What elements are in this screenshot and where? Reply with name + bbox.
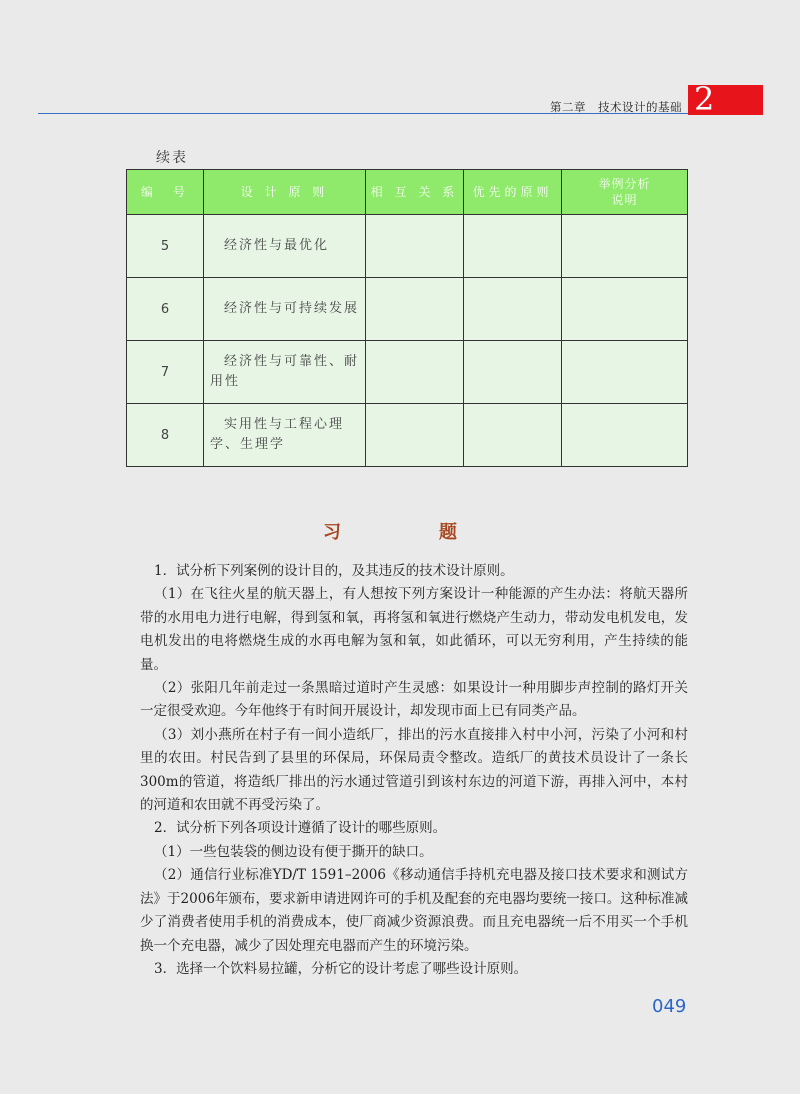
row-relation	[366, 278, 464, 341]
table-row	[127, 278, 688, 341]
design-principles-table	[126, 169, 688, 467]
chapter-number: 2	[694, 80, 715, 118]
row-principle: 实用性与工程心理学、生理学	[204, 404, 366, 467]
column-header-id: 编 号	[127, 170, 204, 215]
row-priority	[464, 215, 562, 278]
row-id: 7	[127, 341, 204, 404]
row-relation	[366, 341, 464, 404]
table-row	[127, 404, 688, 467]
row-priority	[464, 404, 562, 467]
table-row	[127, 341, 688, 404]
row-priority	[464, 341, 562, 404]
exercises-title: 习 题	[323, 522, 497, 543]
row-example	[562, 278, 688, 341]
row-priority	[464, 278, 562, 341]
column-header-principle: 设 计 原 则	[204, 170, 366, 215]
row-id: 6	[127, 278, 204, 341]
table-row	[127, 215, 688, 278]
exercise-paragraph: （2）通信行业标准YD/T 1591–2006《移动通信手持机充电器及接口技术要求和测试方法》于2006年颁布，要求新申请进网许可的手机及配套的充电器均要统一接口。这种标准减少了消费者使用手机的消费成本，使厂商减少资源浪费。而且充电器统一后不用买一个手机换一个充电器，减少了因处理充电器而产生的环境污染。	[140, 867, 688, 954]
page-number: 049	[652, 996, 687, 1017]
table-caption: 续表	[156, 150, 188, 166]
row-example	[562, 215, 688, 278]
table-header-row	[127, 170, 688, 215]
exercise-paragraph: （3）刘小燕所在村子有一间小造纸厂，排出的污水直接排入村中小河，污染了小河和村里的农田。村民告到了县里的环保局，环保局责令整改。造纸厂的黄技术员设计了一条长300m的管道，将造纸厂排出的污水通过管道引到该村东边的河道下游，再排入河中，本村的河道和农田就不再受污染了。	[140, 726, 688, 814]
exercise-paragraph: 3．选择一个饮料易拉罐，分析它的设计考虑了哪些设计原则。	[154, 960, 528, 977]
exercise-paragraph: （1）在飞往火星的航天器上，有人想按下列方案设计一种能源的产生办法：将航天器所带的水用电力进行电解，得到氢和氧，再将氢和氧进行燃烧产生动力，带动发电机发电，发电机发出的电将燃烧生成的水再电解为氢和氧，如此循环，可以无穷利用，产生持续的能量。	[140, 586, 688, 673]
exercises-body	[140, 560, 688, 981]
row-principle: 经济性与最优化	[204, 215, 366, 278]
exercise-paragraph: （2）张阳几年前走过一条黑暗过道时产生灵感：如果设计一种用脚步声控制的路灯开关一定很受欢迎。今年他终于有时间开展设计，却发现市面上已有同类产品。	[140, 680, 688, 720]
row-id: 8	[127, 404, 204, 467]
row-principle: 经济性与可靠性、耐用性	[204, 341, 366, 404]
exercise-paragraph: （1）一些包装袋的侧边设有便于撕开的缺口。	[154, 843, 433, 860]
column-header-relation: 相 互 关 系	[366, 170, 464, 215]
row-example	[562, 404, 688, 467]
exercise-paragraph: 1．试分析下列案例的设计目的，及其违反的技术设计原则。	[154, 563, 514, 579]
row-example	[562, 341, 688, 404]
row-principle: 经济性与可持续发展	[204, 278, 366, 341]
chapter-badge	[688, 80, 763, 118]
exercise-paragraph: 2．试分析下列各项设计遵循了设计的哪些原则。	[154, 820, 447, 837]
row-id: 5	[127, 215, 204, 278]
row-relation	[366, 215, 464, 278]
column-header-example: 举例分析 说明	[562, 170, 688, 215]
column-header-priority: 优先的原则	[464, 170, 562, 215]
row-relation	[366, 404, 464, 467]
chapter-header: 第二章 技术设计的基础	[550, 100, 682, 114]
